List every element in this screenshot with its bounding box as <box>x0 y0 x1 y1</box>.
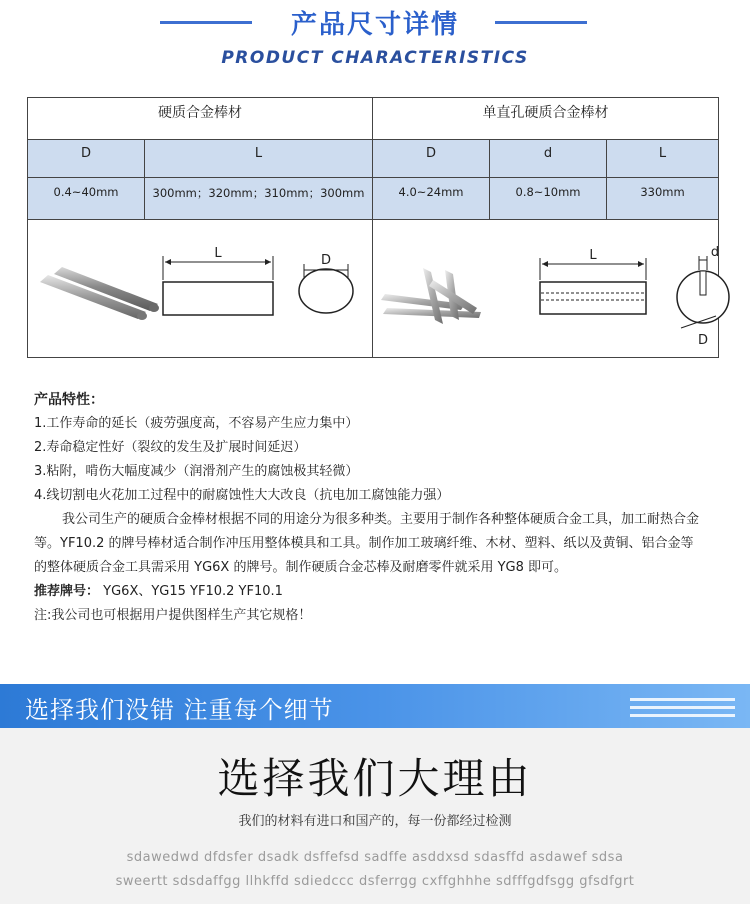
value-D-hole: 4.0~24mm <box>373 178 490 220</box>
placeholder-text-line-1: sdawedwd dfdsfer dsadk dsffefsd sadffe asddxsd sdasffd asdawef sdsa <box>126 850 624 865</box>
hole-rod-illustration <box>373 220 718 357</box>
slogan-banner <box>0 684 750 728</box>
hole-length-diagram <box>540 248 646 314</box>
recommend-value: YG6X、YG15 YF10.2 YF10.1 <box>103 584 283 599</box>
banner-text: 选择我们没错 注重每个细节 <box>25 696 334 724</box>
header-D-hole: D <box>373 140 490 178</box>
value-L-solid: 300mm；320mm；310mm；300mm <box>145 178 373 220</box>
feature-item: 3.粘附，啃伤大幅度减少（润滑剂产生的腐蚀极其轻微） <box>34 464 359 479</box>
features-paragraph: 我公司生产的硬质合金棒材根据不同的用途分为很多种类。主要用于制作各种整体硬质合金工具，加工耐热合金等。YF10.2 的牌号棒材适合制作冲压用整体模具和工具。制作加工玻璃纤维、木材、塑料、纸以及黄铜、铝合金等的整体硬质合金工具需采用 YG6X 的牌号。制作硬质合金芯棒及耐磨零件就采用 YG8 即可。 <box>34 512 700 575</box>
group-title-solid: 硬质合金棒材 <box>28 98 373 140</box>
length-diagram <box>163 246 273 315</box>
value-D-solid: 0.4~40mm <box>28 178 145 220</box>
size-table <box>27 97 719 358</box>
group-title-hole: 单直孔硬质合金棒材 <box>373 98 718 140</box>
reason-title: 选择我们大理由 <box>217 754 533 803</box>
diagram-label-D-hole: D <box>697 333 709 348</box>
hole-rod-svg <box>373 220 718 357</box>
diagram-label-L-hole: L <box>589 248 597 263</box>
page-title: 产品尺寸详情 <box>290 10 459 40</box>
reason-subtitle: 我们的材料有进口和国产的，每一份都经过检测 <box>238 814 512 829</box>
hole-rod-photo <box>381 268 481 324</box>
section-header <box>0 0 750 80</box>
feature-item: 4.线切割电火花加工过程中的耐腐蚀性大大改良（抗电加工腐蚀能力强） <box>34 488 450 503</box>
header-L-solid: L <box>145 140 373 178</box>
header-D-solid: D <box>28 140 145 178</box>
page-subtitle: PRODUCT CHARACTERISTICS <box>221 48 529 68</box>
product-features <box>34 388 704 628</box>
recommend-label: 推荐牌号： <box>34 584 100 599</box>
features-title: 产品特性： <box>34 392 104 408</box>
feature-item: 1.工作寿命的延长（疲劳强度高，不容易产生应力集中） <box>34 416 359 431</box>
hole-diameter-diagram <box>677 245 729 348</box>
diameter-diagram <box>299 253 353 313</box>
header-d-hole: d <box>490 140 607 178</box>
diagram-label-d-hole: d <box>710 245 720 260</box>
solid-rod-illustration <box>28 220 373 357</box>
rod-photo <box>40 267 159 320</box>
reason-section <box>0 728 750 904</box>
header-L-hole: L <box>607 140 718 178</box>
feature-item: 2.寿命稳定性好（裂纹的发生及扩展时间延迟） <box>34 440 307 455</box>
value-L-hole: 330mm <box>607 178 718 220</box>
features-note: 注:我公司也可根据用户提供图样生产其它规格！ <box>34 608 312 623</box>
recommend-line <box>34 580 704 604</box>
diagram-label-L: L <box>213 246 222 261</box>
diagram-label-D-solid: D <box>320 253 331 268</box>
solid-rod-svg <box>28 220 373 357</box>
value-d-hole: 0.8~10mm <box>490 178 607 220</box>
placeholder-text-line-2: sweertt sdsdaffgg llhkffd sdiedccc dsferrgg cxffghhhe sdfffgdfsgg gfsdfgrt <box>115 874 635 889</box>
banner-decor-lines <box>630 694 735 720</box>
